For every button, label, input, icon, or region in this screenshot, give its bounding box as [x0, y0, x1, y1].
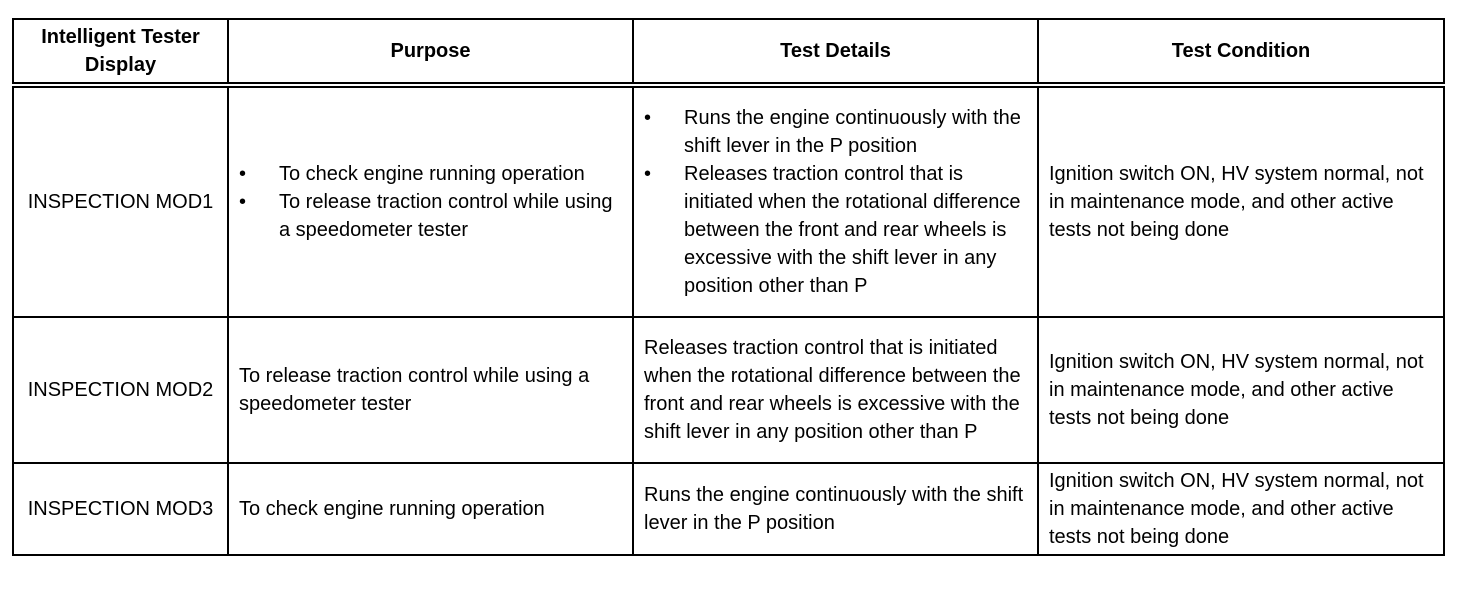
cell-test-condition: Ignition switch ON, HV system normal, not in maintenance mode, and other active tests not being done	[1038, 85, 1444, 317]
cell-test-condition: Ignition switch ON, HV system normal, not in maintenance mode, and other active tests not being done	[1038, 463, 1444, 555]
header-test-condition: Test Condition	[1038, 19, 1444, 85]
cell-display: INSPECTION MOD3	[13, 463, 228, 555]
inspection-mode-table	[12, 18, 1445, 556]
bullet-icon: •	[644, 163, 652, 185]
header-display: Intelligent Tester Display	[13, 19, 228, 85]
table-row	[13, 85, 1444, 317]
table-row	[13, 463, 1444, 555]
bullet-icon: •	[239, 191, 247, 213]
cell-purpose: To check engine running operation	[228, 463, 633, 555]
purpose-text: To release traction control while using a speedometer tester	[279, 191, 613, 241]
list-item	[239, 188, 622, 244]
header-purpose: Purpose	[228, 19, 633, 85]
cell-test-details	[633, 85, 1038, 317]
header-test-details: Test Details	[633, 19, 1038, 85]
cell-test-condition: Ignition switch ON, HV system normal, not in maintenance mode, and other active tests not being done	[1038, 317, 1444, 463]
bullet-icon: •	[239, 163, 247, 185]
bullet-icon: •	[644, 107, 652, 129]
list-item	[644, 104, 1027, 160]
details-text: Releases traction control that is initiated when the rotational difference between the front and rear wheels is excessive with the shift lever in any position other than P	[684, 163, 1021, 297]
table-header-row	[13, 19, 1444, 85]
details-text: Runs the engine continuously with the shift lever in the P position	[684, 107, 1021, 157]
details-bullet-list	[644, 104, 1027, 300]
list-item	[644, 160, 1027, 300]
purpose-bullet-list	[239, 160, 622, 244]
purpose-text: To check engine running operation	[279, 163, 585, 185]
cell-display: INSPECTION MOD2	[13, 317, 228, 463]
cell-purpose	[228, 85, 633, 317]
cell-display: INSPECTION MOD1	[13, 85, 228, 317]
cell-test-details: Runs the engine continuously with the shift lever in the P position	[633, 463, 1038, 555]
cell-test-details: Releases traction control that is initiated when the rotational difference between the front and rear wheels is excessive with the shift lever in any position other than P	[633, 317, 1038, 463]
cell-purpose: To release traction control while using a speedometer tester	[228, 317, 633, 463]
list-item	[239, 160, 622, 188]
table-row	[13, 317, 1444, 463]
